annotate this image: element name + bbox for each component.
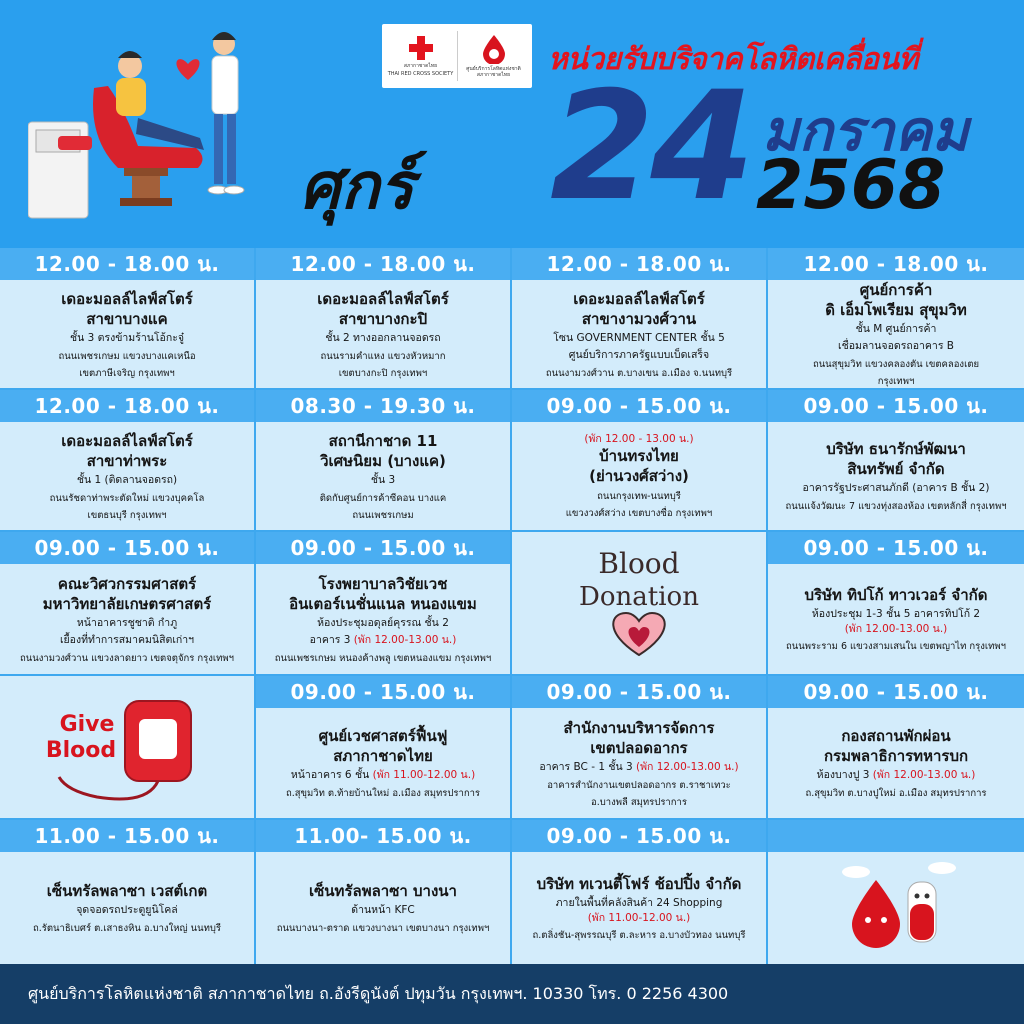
venue-cell	[768, 820, 1024, 964]
venue-cell	[256, 532, 510, 674]
venue-cell	[768, 248, 1024, 388]
venue-name-line-2: มหาวิทยาลัยเกษตรศาสตร์	[42, 594, 212, 613]
venue-location-text-2: เยื้องที่ทำการสมาคมนิสิตเก่าฯ	[59, 633, 195, 646]
venue-cell	[0, 390, 254, 530]
footer	[0, 964, 1024, 1024]
venue-address-line-2: อ.บางพลี สมุทรปราการ	[591, 796, 687, 808]
venue-name-line-2: เขตปลอดอากร	[590, 738, 688, 757]
blood-drop-icon	[481, 34, 507, 64]
break-time: (พัก 12.00-13.00 น.)	[844, 623, 948, 635]
blood-center-logo	[461, 34, 527, 78]
venue-location	[553, 331, 725, 346]
time-range: 09.00 - 15.00 น.	[0, 532, 254, 564]
venue-cell	[256, 390, 510, 530]
break-time: (พัก 12.00-13.00 น.)	[872, 769, 976, 781]
venue-address: ถ.รัตนาธิเบศร์ ต.เสาธงหิน อ.บางใหญ่ นนทบุรี	[32, 923, 221, 934]
venue-location	[77, 616, 177, 631]
venue-cell	[0, 676, 254, 818]
day-name: ศุกร์	[300, 150, 414, 224]
venue-details	[0, 564, 254, 674]
venue-details	[256, 852, 510, 964]
venue-details	[256, 280, 510, 388]
time-range: 09.00 - 15.00 น.	[768, 676, 1024, 708]
venue-name: บริษัท ธนารักษ์พัฒนา	[826, 440, 966, 458]
venue-name: บ้านทรงไทย	[599, 447, 679, 465]
give-blood-graphic	[0, 676, 254, 818]
venue-location-text: ด้านหน้า KFC	[351, 904, 415, 916]
venue-name: เดอะมอลล์ไลฟ์สโตร์	[317, 289, 449, 308]
venue-cell	[0, 532, 254, 674]
venue-name-line-2: สินทรัพย์ จำกัด	[847, 460, 945, 478]
venue-location	[539, 760, 738, 775]
blood-title-2: Donation	[579, 582, 699, 612]
venue-name: เดอะมอลล์ไลฟ์สโตร์	[573, 289, 705, 308]
venue-location	[325, 331, 440, 346]
venue-name: บริษัท ทิปโก้ ทาวเวอร์ จำกัด	[804, 586, 988, 604]
venue-location-text: ชั้น 1 (ติดลานจอดรถ)	[76, 473, 178, 486]
venue-address-line-2: ถนนเพชรเกษม	[352, 509, 414, 521]
venue-cell	[768, 390, 1024, 530]
venue-name-line-2: (ย่านวงศ์สว่าง)	[589, 467, 689, 485]
venue-location	[291, 768, 475, 783]
venue-address: ติดกับศูนย์การค้าซีคอน บางแค	[319, 492, 447, 504]
blood-title-1: Blood	[598, 547, 680, 580]
venue-name: คณะวิศวกรรมศาสตร์	[57, 574, 197, 593]
venue-name: ศูนย์การค้า	[859, 281, 933, 299]
venue-location-line-2	[60, 633, 194, 648]
venue-location	[817, 768, 976, 783]
venue-location-text: ภายในพื้นที่คลังสินค้า 24 Shopping	[555, 897, 723, 909]
venue-location-text: ชั้น 2 ทางออกลานจอดรถ	[325, 331, 441, 344]
blood-drop-mascots-icon	[826, 858, 966, 958]
venue-name: สำนักงานบริหารจัดการ	[563, 718, 715, 737]
venue-location	[70, 331, 184, 346]
venue-address: ถนนแจ้งวัฒนะ 7 แขวงทุ่งสองห้อง เขตหลักสี่ กรุงเทพฯ	[785, 501, 1007, 512]
time-range: 12.00 - 18.00 น.	[768, 248, 1024, 280]
logo-divider	[457, 31, 458, 81]
venue-location-line-2	[569, 348, 709, 363]
venue-location-line-2	[838, 339, 954, 354]
page-title: หน่วยรับบริจาคโลหิตเคลื่อนที่	[548, 42, 918, 77]
venue-name: เซ็นทรัลพลาซา บางนา	[309, 882, 457, 900]
footer-text: ศูนย์บริการโลหิตแห่งชาติ สภากาชาดไทย ถ.อังรีดูนังต์ ปทุมวัน กรุงเทพฯ. 10330 โทร. 0 2256 4300	[28, 983, 729, 1003]
venue-name-line-2: สาขางามวงศ์วาน	[581, 309, 697, 328]
venue-details	[512, 852, 766, 964]
time-range: 12.00 - 18.00 น.	[0, 390, 254, 422]
venue-details	[768, 280, 1024, 388]
time-range: 09.00 - 15.00 น.	[768, 532, 1024, 564]
blood-donation-graphic	[512, 532, 766, 674]
venue-address: ถนนบางนา-ตราด แขวงบางนา เขตบางนา กรุงเทพฯ	[276, 923, 490, 934]
give-text: Give	[59, 712, 115, 737]
header	[0, 0, 1024, 248]
venue-address: ถนนงามวงศ์วาน ต.บางเขน อ.เมือง จ.นนทบุรี	[545, 367, 733, 379]
venue-location-text: อาคารรัฐประศาสนภักดี (อาคาร B ชั้น 2)	[802, 482, 990, 494]
red-cross-icon	[408, 35, 434, 61]
venue-address: ถนนสุขุมวิท แขวงคลองตัน เขตคลองเตย	[812, 359, 980, 370]
venue-details	[256, 422, 510, 530]
venue-name-line-2: สาขาบางกะปิ	[338, 309, 428, 328]
venue-cell	[512, 676, 766, 818]
venue-location	[77, 473, 177, 488]
venue-location-text: ชั้น M ศูนย์การค้า	[855, 323, 937, 335]
venue-location-text: ห้องบางปู 3	[816, 769, 870, 781]
venue-location-text-2: ศูนย์บริการภาครัฐแบบเบ็ดเสร็จ	[568, 348, 710, 361]
venue-details	[0, 852, 254, 964]
venue-address: ถนนงามวงศ์วาน แขวงลาดยาว เขตจตุจักร กรุงเทพฯ	[19, 652, 235, 664]
break-time: (พัก 12.00-13.00 น.)	[353, 633, 457, 646]
time-range: 12.00 - 18.00 น.	[0, 248, 254, 280]
venue-location-text: ห้องประชุม 1-3 ชั้น 5 อาคารทิปโก้ 2	[811, 608, 981, 620]
venue-cell	[512, 820, 766, 964]
venue-name: ศูนย์เวชศาสตร์ฟื้นฟู	[318, 727, 448, 745]
blank-time-bar	[768, 820, 1024, 852]
venue-location	[856, 322, 937, 337]
venue-cell	[0, 820, 254, 964]
venue-name: เซ็นทรัลพลาซา เวสต์เกต	[46, 882, 208, 900]
venue-name: กองสถานพักผ่อน	[841, 727, 951, 745]
venue-address-line-2: เขตบางกะปิ กรุงเทพฯ	[338, 367, 428, 379]
venue-details	[768, 422, 1024, 530]
venue-location	[317, 616, 449, 631]
venue-address: ถนนเพชรเกษม แขวงบางแคเหนือ	[58, 350, 196, 362]
venue-address: ถ.สุขุมวิท ต.บางปูใหม่ อ.เมือง สมุทรปราการ	[805, 788, 987, 799]
venue-name: สถานีกาชาด 11	[328, 431, 438, 450]
day-number: 24	[550, 60, 751, 234]
time-range: 08.30 - 19.30 น.	[256, 390, 510, 422]
venue-address: ถ.สุขุมวิท ต.ท้ายบ้านใหม่ อ.เมือง สมุทรปราการ	[285, 788, 481, 799]
venue-location-text: ชั้น 3 ตรงข้ามร้านโอ้กะจู๋	[69, 331, 185, 344]
venue-cell	[256, 676, 510, 818]
venue-details	[768, 564, 1024, 674]
venue-address: ถ.ตลิ่งชัน-สุพรรณบุรี ต.ละหาร อ.บางบัวทอง นนทบุรี	[532, 930, 746, 941]
venue-cell	[0, 248, 254, 388]
time-range: 11.00 - 15.00 น.	[0, 820, 254, 852]
venue-address: ถนนรัชดาท่าพระตัดใหม่ แขวงบุคคโล	[49, 492, 205, 504]
time-range: 09.00 - 15.00 น.	[256, 532, 510, 564]
venue-details	[768, 708, 1024, 818]
venue-location-text: จุดจอดรถประตูยูนิโคล่	[76, 904, 178, 916]
blood-donation-heart-icon	[564, 543, 714, 663]
venue-location-text-2: อาคาร 3	[309, 633, 351, 646]
break-time: (พัก 11.00-12.00 น.)	[372, 769, 476, 781]
venue-name: บริษัท ทเวนตี้โฟร์ ช้อปปิ้ง จำกัด	[536, 875, 742, 893]
venue-address: ถนนรามคำแหง แขวงหัวหมาก	[320, 350, 446, 362]
thai-red-cross-logo	[388, 35, 454, 77]
venue-name: เดอะมอลล์ไลฟ์สโตร์	[61, 431, 193, 450]
venue-name-line-2: สภากาชาดไทย	[333, 747, 433, 765]
break-time: (พัก 11.00-12.00 น.)	[587, 912, 691, 924]
venue-location-text: หน้าอาคารชูชาติ กำภู	[76, 616, 178, 629]
blood-donor-illustration	[28, 18, 290, 228]
time-range: 09.00 - 15.00 น.	[512, 676, 766, 708]
venue-cell	[768, 676, 1024, 818]
venue-name-line-2: กรมพลาธิการทหารบก	[823, 747, 969, 765]
time-range: 09.00 - 15.00 น.	[512, 820, 766, 852]
venue-cell	[768, 532, 1024, 674]
venue-details	[0, 422, 254, 530]
venue-address-line-2: เขตภาษีเจริญ กรุงเทพฯ	[79, 367, 175, 379]
venue-location-text: ชั้น 3	[370, 473, 396, 486]
time-range: 09.00 - 15.00 น.	[512, 390, 766, 422]
venue-cell	[256, 248, 510, 388]
time-range: 12.00 - 18.00 น.	[512, 248, 766, 280]
venue-location	[556, 896, 723, 911]
venue-location-line-2	[310, 633, 457, 648]
logo-org-text: สภากาชาดไทย	[403, 63, 438, 69]
venue-location	[76, 903, 177, 918]
venue-location-text: ห้องประชุมอดุลย์คุรรณ ชั้น 2	[317, 616, 449, 629]
mascot-graphic	[768, 852, 1024, 964]
venue-details	[512, 708, 766, 818]
venue-name-line-2: วิเศษนิยม (บางแค)	[320, 451, 446, 470]
venue-cell	[512, 248, 766, 388]
time-range: 12.00 - 18.00 น.	[256, 248, 510, 280]
venue-name: เดอะมอลล์ไลฟ์สโตร์	[61, 289, 193, 308]
venue-details	[0, 280, 254, 388]
time-range: 11.00- 15.00 น.	[256, 820, 510, 852]
venue-details	[256, 708, 510, 818]
venue-address: ถนนเพชรเกษม หนองค้างพลู เขตหนองแขม กรุงเทพฯ	[274, 652, 492, 664]
venue-cell	[256, 820, 510, 964]
venue-address: ถนนพระราม 6 แขวงสามเสนใน เขตพญาไท กรุงเทพฯ	[786, 641, 1006, 652]
venue-name-line-2: อินเตอร์เนชั่นแนล หนองแขม	[289, 594, 477, 613]
break-time: (พัก 12.00 - 13.00 น.)	[584, 433, 694, 445]
logo-center-text: ศูนย์บริการโลหิตแห่งชาติ สภากาชาดไทย	[466, 66, 521, 78]
break-time: (พัก 12.00-13.00 น.)	[636, 760, 739, 773]
venue-location-text: หน้าอาคาร 6 ชั้น	[290, 769, 370, 781]
venue-location	[351, 903, 414, 918]
venue-location	[371, 473, 395, 488]
venue-address-line-2: เขตธนบุรี กรุงเทพฯ	[87, 509, 167, 521]
venue-address-line-2: แขวงวงศ์สว่าง เขตบางซื่อ กรุงเทพฯ	[565, 508, 713, 519]
venue-details	[256, 564, 510, 674]
venue-address: อาคารสำนักงานเขตปลอดอากร ต.ราชาเทวะ	[547, 779, 731, 791]
venue-name-line-2: สาขาท่าพระ	[86, 451, 168, 470]
logo-box	[382, 24, 532, 88]
logo-org-text-en: THAI RED CROSS SOCIETY	[387, 71, 454, 77]
venue-cell	[512, 390, 766, 530]
venue-location-text: โซน GOVERNMENT CENTER ชั้น 5	[553, 331, 725, 344]
time-range: 09.00 - 15.00 น.	[768, 390, 1024, 422]
venue-address-line-2: กรุงเทพฯ	[877, 376, 915, 387]
venue-details	[512, 422, 766, 530]
venue-name-line-2: ดิ เอ็มโพเรียม สุขุมวิท	[825, 301, 967, 319]
venue-details	[512, 280, 766, 388]
venue-location	[812, 607, 980, 622]
blood-bag-icon	[37, 687, 217, 807]
blood-text: Blood	[45, 738, 117, 763]
year: 2568	[756, 146, 946, 225]
venue-address: ถนนกรุงเทพ-นนทบุรี	[597, 491, 681, 502]
schedule-grid	[0, 248, 1024, 964]
venue-location-text-2: เชื่อมลานจอดรถอาคาร B	[837, 340, 955, 352]
time-range: 09.00 - 15.00 น.	[256, 676, 510, 708]
month-name: มกราคม	[762, 99, 969, 164]
venue-name-line-2: สาขาบางแค	[86, 309, 168, 328]
venue-cell	[512, 532, 766, 674]
venue-name: โรงพยาบาลวิชัยเวช	[318, 574, 448, 593]
venue-location-text: อาคาร BC - 1 ชั้น 3	[539, 760, 633, 773]
venue-location	[803, 481, 990, 496]
